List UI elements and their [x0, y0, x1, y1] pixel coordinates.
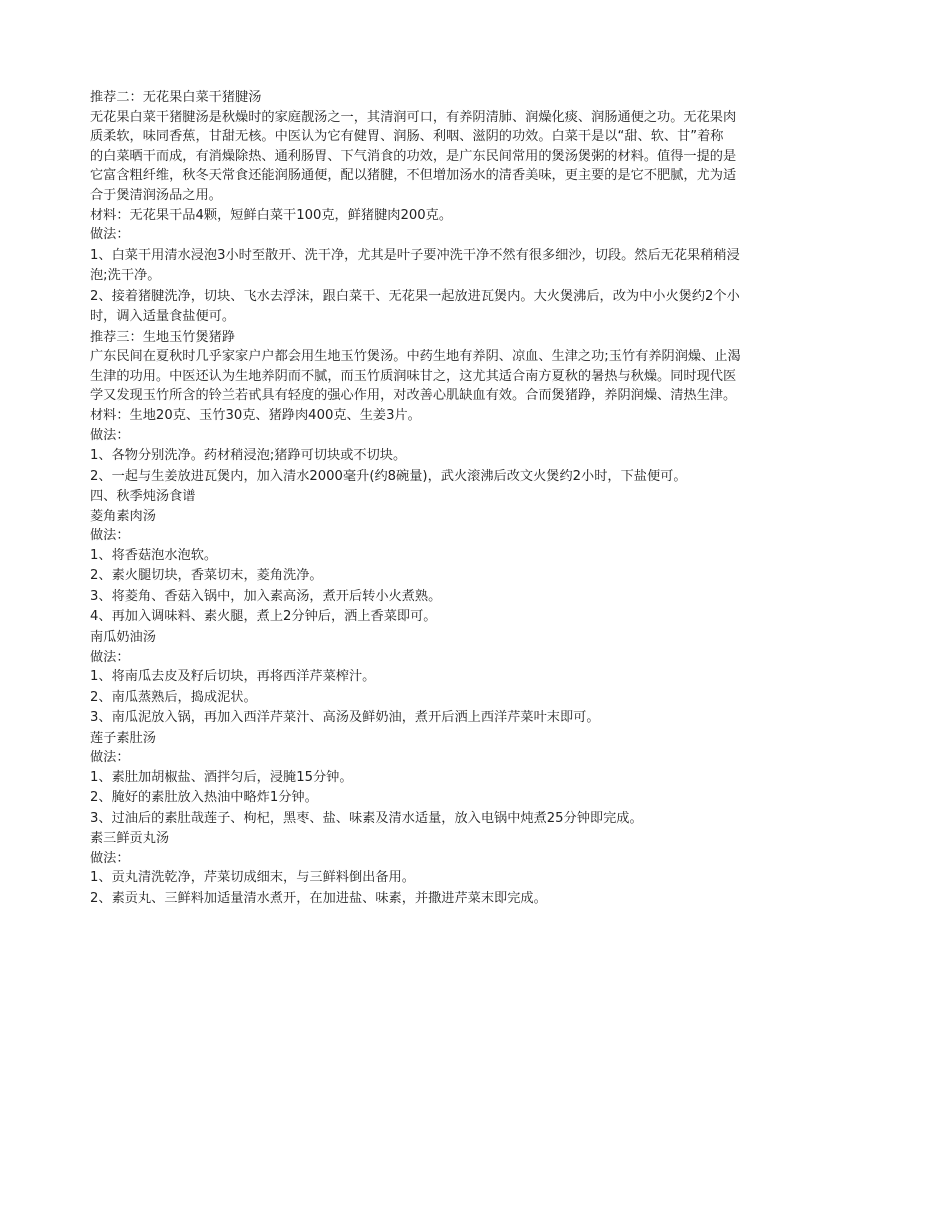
step-line: 2、南瓜蒸熟后，捣成泥状。 [90, 689, 257, 705]
step-line: 2、素火腿切块，香菜切末，菱角洗净。 [90, 568, 323, 584]
materials-line: 材料：生地20克、玉竹30克、猪踭肉400克、生姜3片。 [90, 408, 421, 424]
step-line: 2、接着猪腱洗净，切块、飞水去浮沫，跟白菜干、无花果一起放进瓦煲内。大火煲沸后，改为中小火煲约2个小 [90, 288, 740, 304]
paragraph-line: 质柔软，味同香蕉，甘甜无核。中医认为它有健胃、润肠、利咽、滋阴的功效。白菜干是以“甜、软、甘”着称 [90, 129, 724, 145]
paragraph-line: 它富含粗纤维，秋冬天常食还能润肠通便，配以猪腱，不但增加汤水的清香美味，更主要的是它不肥腻，尤为适 [90, 168, 737, 184]
step-line: 1、素肚加胡椒盐、酒拌匀后，浸腌15分钟。 [90, 769, 353, 785]
step-line: 时，调入适量食盐便可。 [90, 309, 236, 325]
step-line: 4、再加入调味料、素火腿，煮上2分钟后，洒上香菜即可。 [90, 609, 437, 625]
step-line: 1、将南瓜去皮及籽后切块，再将西洋芹菜榨汁。 [90, 669, 376, 685]
method-label: 做法： [90, 649, 130, 665]
paragraph-line: 广东民间在夏秋时几乎家家户户都会用生地玉竹煲汤。中药生地有养阴、凉血、生津之功;玉竹有养阴润燥、止渴 [90, 349, 741, 365]
step-line: 3、将菱角、香菇入锅中，加入素高汤，煮开后转小火煮熟。 [90, 588, 442, 604]
paragraph-line: 生津的功用。中医还认为生地养阴而不腻，而玉竹质润味甘之，这尤其适合南方夏秋的暑热与秋燥。同时现代医 [90, 368, 737, 384]
recipe-title: 南瓜奶油汤 [90, 629, 156, 645]
method-label: 做法： [90, 850, 130, 866]
method-label: 做法： [90, 750, 130, 766]
materials-line: 材料：无花果干品4颗，短鲜白菜干100克，鲜猪腱肉200克。 [90, 207, 453, 223]
step-line: 2、一起与生姜放进瓦煲内，加入清水2000毫升(约8碗量)，武火滚沸后改文火煲约2小时，下盐便可。 [90, 468, 687, 484]
step-line: 3、过油后的素肚哉莲子、枸杞，黑枣、盐、味素及清水适量，放入电锅中炖煮25分钟即完成。 [90, 810, 643, 826]
recipe-title: 素三鲜贡丸汤 [90, 831, 170, 847]
step-line: 3、南瓜泥放入锅，再加入西洋芹菜汁、高汤及鲜奶油，煮开后洒上西洋芹菜叶末即可。 [90, 710, 600, 726]
step-line: 1、将香菇泡水泡软。 [90, 547, 218, 563]
step-line: 1、贡丸清洗乾净，芹菜切成细末，与三鲜料倒出备用。 [90, 870, 415, 886]
paragraph-line: 的白菜晒干而成，有消燥除热、通利肠胃、下气消食的功效，是广东民间常用的煲汤煲粥的材料。值得一提的是 [90, 148, 737, 164]
recipe-title: 莲子素肚汤 [90, 730, 156, 746]
paragraph-line: 无花果白菜干猪腱汤是秋燥时的家庭靓汤之一，其清润可口，有养阴清肺、润燥化痰、润肠通便之功。无花果肉 [90, 109, 737, 125]
step-line: 1、白菜干用清水浸泡3小时至散开、洗干净，尤其是叶子要冲洗干净不然有很多细沙，切段。然后无花果稍稍浸 [90, 247, 740, 263]
step-line: 2、素贡丸、三鲜料加适量清水煮开，在加进盐、味素，并撒进芹菜末即完成。 [90, 890, 547, 906]
document-body [90, 88, 860, 909]
section-title-recommend-2: 推荐二：无花果白菜干猪腱汤 [90, 90, 262, 105]
paragraph-line: 学又发现玉竹所含的铃兰若甙具有轻度的强心作用，对改善心肌缺血有效。合而煲猪踭，养阴润燥、清热生津。 [90, 388, 737, 404]
method-label: 做法： [90, 427, 130, 443]
recommend-3-intro [90, 347, 860, 406]
step-line: 1、各物分别洗净。药材稍浸泡;猪踭可切块或不切块。 [90, 448, 407, 464]
section-title-recommend-3: 推荐三：生地玉竹煲猪踭 [90, 329, 236, 345]
recommend-2-intro [90, 108, 860, 206]
step-line: 泡;洗干净。 [90, 268, 161, 284]
method-label: 做法： [90, 528, 130, 544]
recipe-title: 菱角素肉汤 [90, 508, 156, 524]
step-line: 2、腌好的素肚放入热油中略炸1分钟。 [90, 790, 318, 806]
section-title-autumn-stews: 四、秋季炖汤食谱 [90, 489, 196, 505]
method-label: 做法： [90, 227, 130, 243]
paragraph-line: 合于煲清润汤品之用。 [90, 187, 222, 203]
